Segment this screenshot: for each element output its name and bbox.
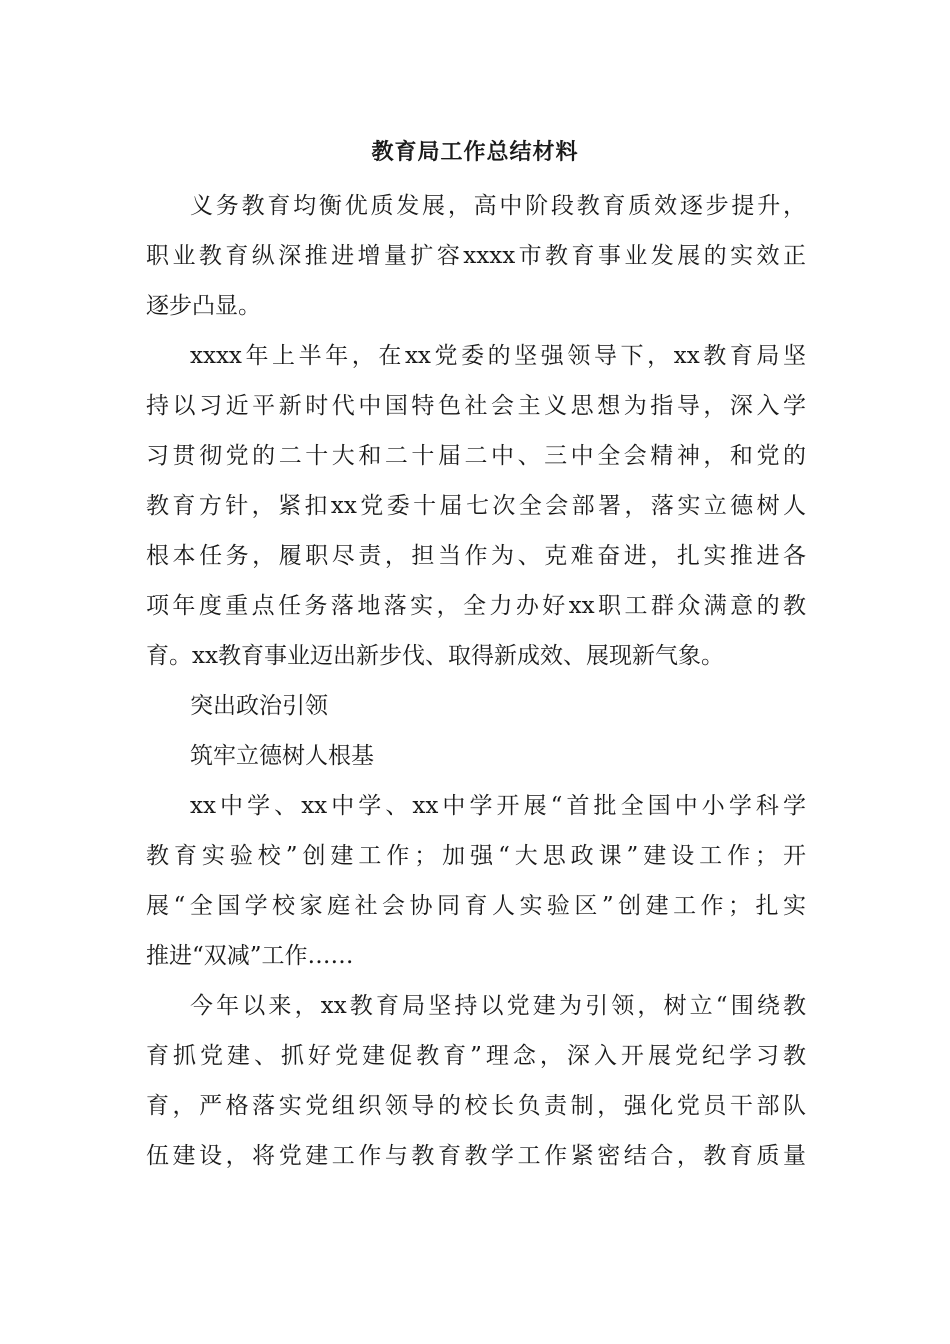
text-line: 教育实验校”创建工作；加强“大思政课”建设工作；开 [146,843,806,869]
section-heading [146,731,806,781]
paragraph [146,781,806,981]
text-line: 职业教育纵深推进增量扩容xxxx市教育事业发展的实效正 [146,243,806,269]
paragraph [146,981,806,1181]
text-line: 逐步凸显。 [146,293,261,319]
text-line: 筑牢立德树人根基 [190,743,374,769]
text-line: 教育方针，紧扣xx党委十届七次全会部署，落实立德树人 [146,493,806,519]
text-line: 突出政治引领 [190,693,328,719]
text-line: 育抓党建、抓好党建促教育”理念，深入开展党纪学习教 [146,1043,806,1069]
text-line: 育。xx教育事业迈出新步伐、取得新成效、展现新气象。 [146,643,724,669]
document-title: 教育局工作总结材料 [371,139,579,165]
text-line: 展“全国学校家庭社会协同育人实验区”创建工作；扎实 [146,893,806,919]
text-line: 义务教育均衡优质发展，高中阶段教育质效逐步提升， [190,193,806,219]
section-heading [146,681,806,731]
text-line: 项年度重点任务落地落实，全力办好xx职工群众满意的教 [146,593,806,619]
text-line: xxxx年上半年，在xx党委的坚强领导下，xx教育局坚 [190,343,806,369]
text-line: 育，严格落实党组织领导的校长负责制，强化党员干部队 [146,1093,806,1119]
text-line: 习贯彻党的二十大和二十届二中、三中全会精神，和党的 [146,443,806,469]
text-line: 伍建设，将党建工作与教育教学工作紧密结合，教育质量 [146,1143,806,1169]
text-line: 今年以来，xx教育局坚持以党建为引领，树立“围绕教 [190,993,806,1019]
text-line: 根本任务，履职尽责，担当作为、克难奋进，扎实推进各 [146,543,806,569]
text-line: xx中学、xx中学、xx中学开展“首批全国中小学科学 [190,793,806,819]
text-line: 持以习近平新时代中国特色社会主义思想为指导，深入学 [146,393,806,419]
document-body [146,181,806,1181]
paragraph [146,181,806,331]
text-line: 推进“双减”工作…… [146,943,354,969]
paragraph [146,331,806,681]
